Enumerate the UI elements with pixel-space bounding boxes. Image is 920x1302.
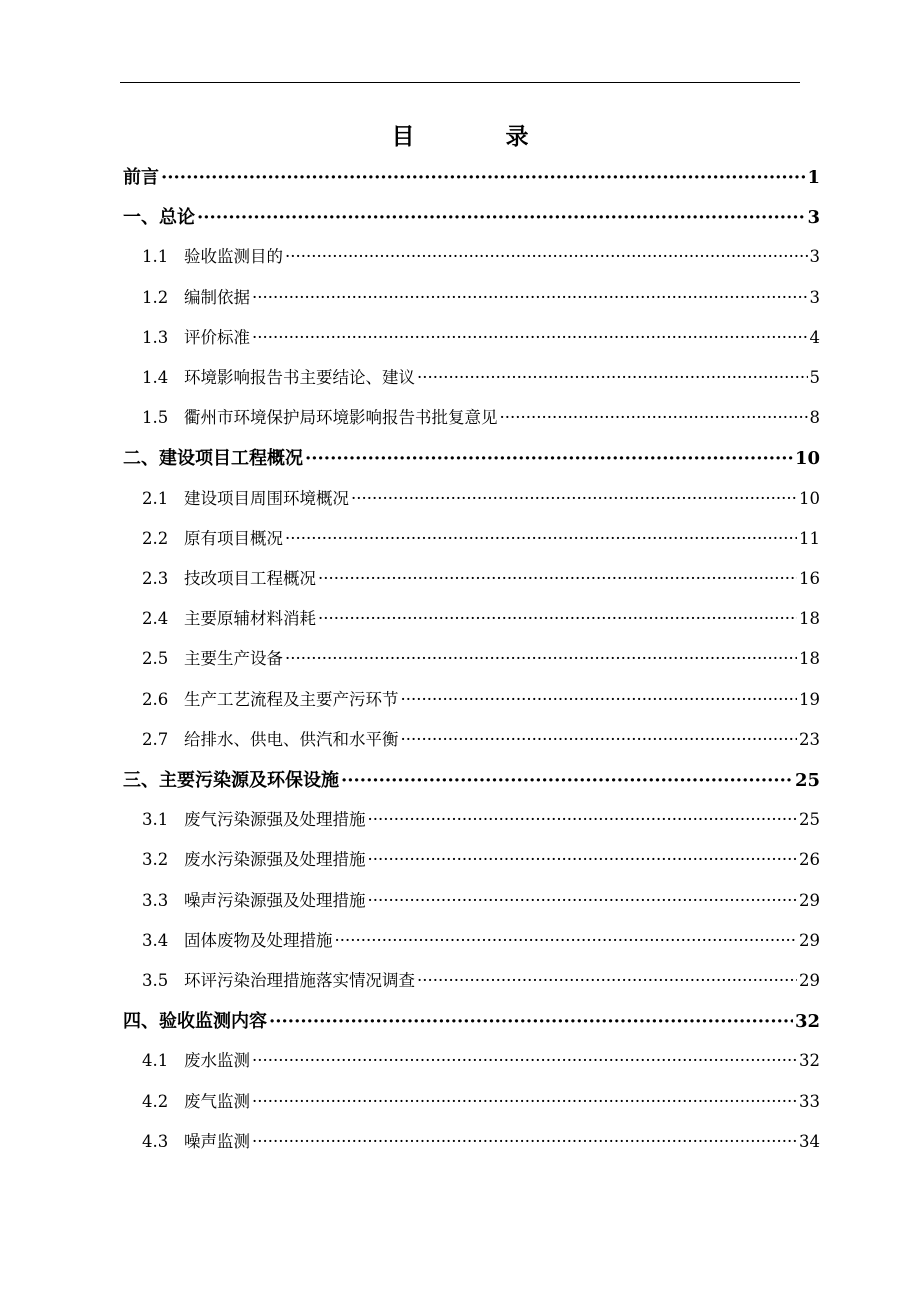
toc-entry-page-number: 25 (799, 810, 820, 830)
toc-section-entry[interactable] (142, 404, 820, 430)
toc-entry-number: 2.5 (142, 649, 169, 669)
toc-entry-label: 验收监测目的 (184, 247, 283, 267)
toc-entry-number: 4.3 (142, 1131, 169, 1151)
dot-leader (161, 167, 805, 188)
toc-entry-label: 二、建设项目工程概况 (123, 448, 303, 470)
toc-entry-number: 2.6 (142, 689, 169, 709)
dot-leader (252, 328, 808, 347)
toc-entry-number: 1.3 (142, 327, 169, 347)
toc-entry-label: 主要原辅材料消耗 (184, 609, 316, 629)
dot-leader (368, 891, 798, 910)
toc-entry-page-number: 5 (809, 368, 820, 387)
toc-section-entry[interactable] (142, 806, 820, 832)
toc-entry-label: 一、总论 (123, 207, 195, 229)
toc-entry-label: 固体废物及处理措施 (184, 930, 333, 950)
toc-section-entry[interactable] (142, 846, 820, 872)
dot-leader (285, 649, 797, 668)
dot-leader (335, 931, 798, 950)
toc-entry-label: 废气监测 (184, 1091, 250, 1111)
toc-entry-number: 3.2 (142, 850, 169, 870)
toc-entry-page-number: 23 (799, 729, 820, 749)
toc-entry-number: 1.1 (142, 247, 169, 267)
toc-entry-page-number: 8 (809, 408, 820, 428)
toc-section-entry[interactable] (142, 324, 820, 350)
dot-leader (341, 770, 793, 791)
toc-entry-page-number: 10 (794, 448, 820, 470)
toc-entry-page-number: 3 (809, 287, 820, 307)
toc-entry-page-number: 18 (799, 609, 820, 629)
dot-leader (351, 489, 797, 508)
toc-entry-label: 主要生产设备 (184, 649, 283, 669)
toc-entry-label: 噪声污染源强及处理措施 (184, 890, 366, 910)
toc-entry-number: 2.3 (142, 569, 169, 588)
toc-chapter-entry[interactable] (123, 766, 820, 792)
toc-section-entry[interactable] (142, 686, 820, 712)
dot-leader (417, 368, 808, 387)
toc-entry-page-number: 29 (799, 930, 820, 950)
toc-section-entry[interactable] (142, 967, 820, 993)
toc-entry-label: 衢州市环境保护局环境影响报告书批复意见 (184, 408, 498, 428)
toc-entry-page-number: 3 (807, 207, 820, 229)
toc-section-entry[interactable] (142, 645, 820, 671)
dot-leader (417, 971, 797, 990)
toc-title: 目 录 (391, 124, 563, 150)
toc-chapter-entry[interactable] (123, 444, 820, 470)
toc-entry-page-number: 10 (799, 488, 820, 508)
dot-leader (305, 448, 793, 469)
toc-entry-number: 3.4 (142, 930, 169, 950)
toc-entry-label: 前言 (123, 167, 159, 188)
toc-entry-label: 生产工艺流程及主要产污环节 (184, 689, 399, 709)
toc-entry-label: 建设项目周围环境概况 (184, 488, 349, 508)
toc-entry-page-number: 34 (799, 1131, 820, 1151)
toc-entry-number: 4.2 (142, 1091, 169, 1111)
toc-entry-page-number: 1 (807, 167, 820, 188)
dot-leader (368, 850, 798, 869)
toc-section-entry[interactable] (142, 1088, 820, 1114)
toc-entry-number: 2.2 (142, 528, 169, 548)
toc-entry-label: 评价标准 (184, 327, 250, 347)
toc-entry-number: 3.3 (142, 890, 169, 910)
dot-leader (197, 207, 805, 228)
dot-leader (401, 690, 798, 709)
dot-leader (269, 1011, 793, 1032)
toc-section-entry[interactable] (142, 1128, 820, 1154)
toc-entry-number: 4.1 (142, 1051, 169, 1071)
toc-entry-page-number: 16 (799, 569, 820, 588)
toc-section-entry[interactable] (142, 1047, 820, 1073)
toc-entry-number: 2.7 (142, 729, 169, 749)
toc-entry-label: 噪声监测 (184, 1131, 250, 1151)
toc-entry-page-number: 19 (799, 689, 820, 709)
toc-entry-number: 2.1 (142, 488, 169, 508)
toc-entry-number: 1.5 (142, 408, 169, 428)
toc-chapter-entry[interactable] (123, 163, 820, 189)
toc-entry-label: 编制依据 (184, 287, 250, 307)
dot-leader (252, 1132, 797, 1151)
toc-entry-number: 3.1 (142, 810, 169, 830)
toc-entry-label: 废水污染源强及处理措施 (184, 850, 366, 870)
toc-entry-label: 废气污染源强及处理措施 (184, 810, 366, 830)
dot-leader (285, 529, 797, 548)
toc-entry-number: 3.5 (142, 971, 169, 990)
toc-section-entry[interactable] (142, 565, 820, 591)
toc-entry-page-number: 32 (794, 1011, 820, 1033)
dot-leader (401, 730, 798, 749)
toc-entry-page-number: 29 (799, 971, 820, 990)
toc-section-entry[interactable] (142, 243, 820, 269)
toc-entry-number: 1.4 (142, 368, 169, 387)
toc-entry-page-number: 18 (799, 649, 820, 669)
toc-entry-label: 环评污染治理措施落实情况调查 (184, 971, 415, 990)
toc-entry-page-number: 3 (809, 247, 820, 267)
dot-leader (252, 1092, 797, 1111)
toc-entry-label: 四、验收监测内容 (123, 1011, 267, 1033)
toc-entry-label: 技改项目工程概况 (184, 569, 316, 588)
toc-section-entry[interactable] (142, 605, 820, 631)
toc-entry-page-number: 29 (799, 890, 820, 910)
toc-entry-page-number: 33 (799, 1091, 820, 1111)
dot-leader (285, 247, 808, 266)
toc-section-entry[interactable] (142, 887, 820, 913)
toc-entry-page-number: 4 (809, 327, 820, 347)
toc-entry-number: 1.2 (142, 287, 169, 307)
toc-section-entry[interactable] (142, 485, 820, 511)
toc-entry-label: 原有项目概况 (184, 528, 283, 548)
dot-leader (368, 810, 798, 829)
toc-entry-page-number: 32 (799, 1051, 820, 1071)
toc-section-entry[interactable] (142, 525, 820, 551)
toc-entry-number: 2.4 (142, 609, 169, 629)
dot-leader (252, 1051, 797, 1070)
toc-section-entry[interactable] (142, 284, 820, 310)
toc-entry-page-number: 26 (799, 850, 820, 870)
toc-entry-label: 给排水、供电、供汽和水平衡 (184, 729, 399, 749)
toc-entry-label: 废水监测 (184, 1051, 250, 1071)
toc-entry-page-number: 11 (799, 528, 820, 548)
dot-leader (318, 569, 797, 588)
dot-leader (318, 609, 797, 628)
dot-leader (500, 408, 808, 427)
toc-section-entry[interactable] (142, 927, 820, 953)
toc-entry-label: 三、主要污染源及环保设施 (123, 770, 339, 791)
toc-section-entry[interactable] (142, 726, 820, 752)
toc-chapter-entry[interactable] (123, 1007, 820, 1033)
dot-leader (252, 288, 808, 307)
toc-entry-label: 环境影响报告书主要结论、建议 (184, 368, 415, 387)
toc-chapter-entry[interactable] (123, 203, 820, 229)
toc-section-entry[interactable] (142, 364, 820, 390)
toc-entry-page-number: 25 (794, 770, 820, 791)
